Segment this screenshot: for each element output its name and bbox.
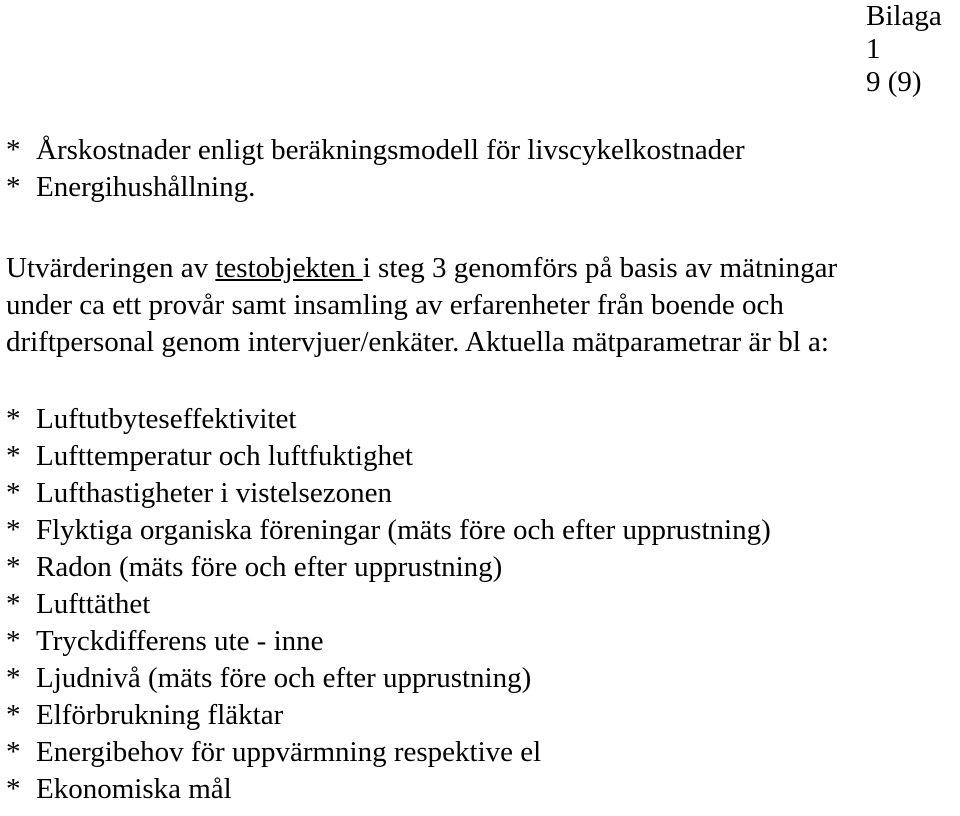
appendix-label: Bilaga 1 <box>866 0 942 65</box>
list-item: * Tryckdifferens ute - inne <box>6 623 771 660</box>
list-item: * Elförbrukning fläktar <box>6 697 771 734</box>
bullet: * <box>6 171 21 203</box>
page-number: 9 (9) <box>866 66 922 98</box>
list-item: * Lufttemperatur och luftfuktighet <box>6 438 771 475</box>
bullet: * <box>6 625 21 657</box>
bullet: * <box>6 773 21 805</box>
bullet: * <box>6 477 21 509</box>
bullet: * <box>6 440 21 472</box>
list-item: * Energihushållning. <box>6 169 745 206</box>
bullet: * <box>6 588 21 620</box>
evaluation-paragraph: Utvärderingen av testobjekten i steg 3 genomförs på basis av mätningar under ca ett provår samt insamling av erfarenheter från boende och driftpersonal genom intervjuer/enkäter. Aktuella mätparametrar är bl a: <box>6 252 838 358</box>
list-item: * Ekonomiska mål <box>6 771 771 808</box>
list-item: * Flyktiga organiska föreningar (mäts före och efter upprustning) <box>6 512 771 549</box>
bullet: * <box>6 514 21 546</box>
cost-energy-list <box>6 132 745 206</box>
testobjekten-link[interactable]: testobjekten <box>215 252 363 284</box>
bullet: * <box>6 699 21 731</box>
bullet: * <box>6 662 21 694</box>
bullet: * <box>6 551 21 583</box>
list-item: * Lufthastigheter i vistelsezonen <box>6 475 771 512</box>
list-item: * Ljudnivå (mäts före och efter upprustning) <box>6 660 771 697</box>
bullet: * <box>6 134 21 166</box>
list-item: * Radon (mäts före och efter upprustning) <box>6 549 771 586</box>
list-item: * Energibehov för uppvärmning respektive el <box>6 734 771 771</box>
list-item: * Luftutbyteseffektivitet <box>6 401 771 438</box>
list-item: * Lufttäthet <box>6 586 771 623</box>
bullet: * <box>6 736 21 768</box>
measurement-parameters-list <box>6 401 771 808</box>
bullet: * <box>6 403 21 435</box>
list-item: * Årskostnader enligt beräkningsmodell för livscykelkostnader <box>6 132 745 169</box>
page-header <box>866 0 960 99</box>
